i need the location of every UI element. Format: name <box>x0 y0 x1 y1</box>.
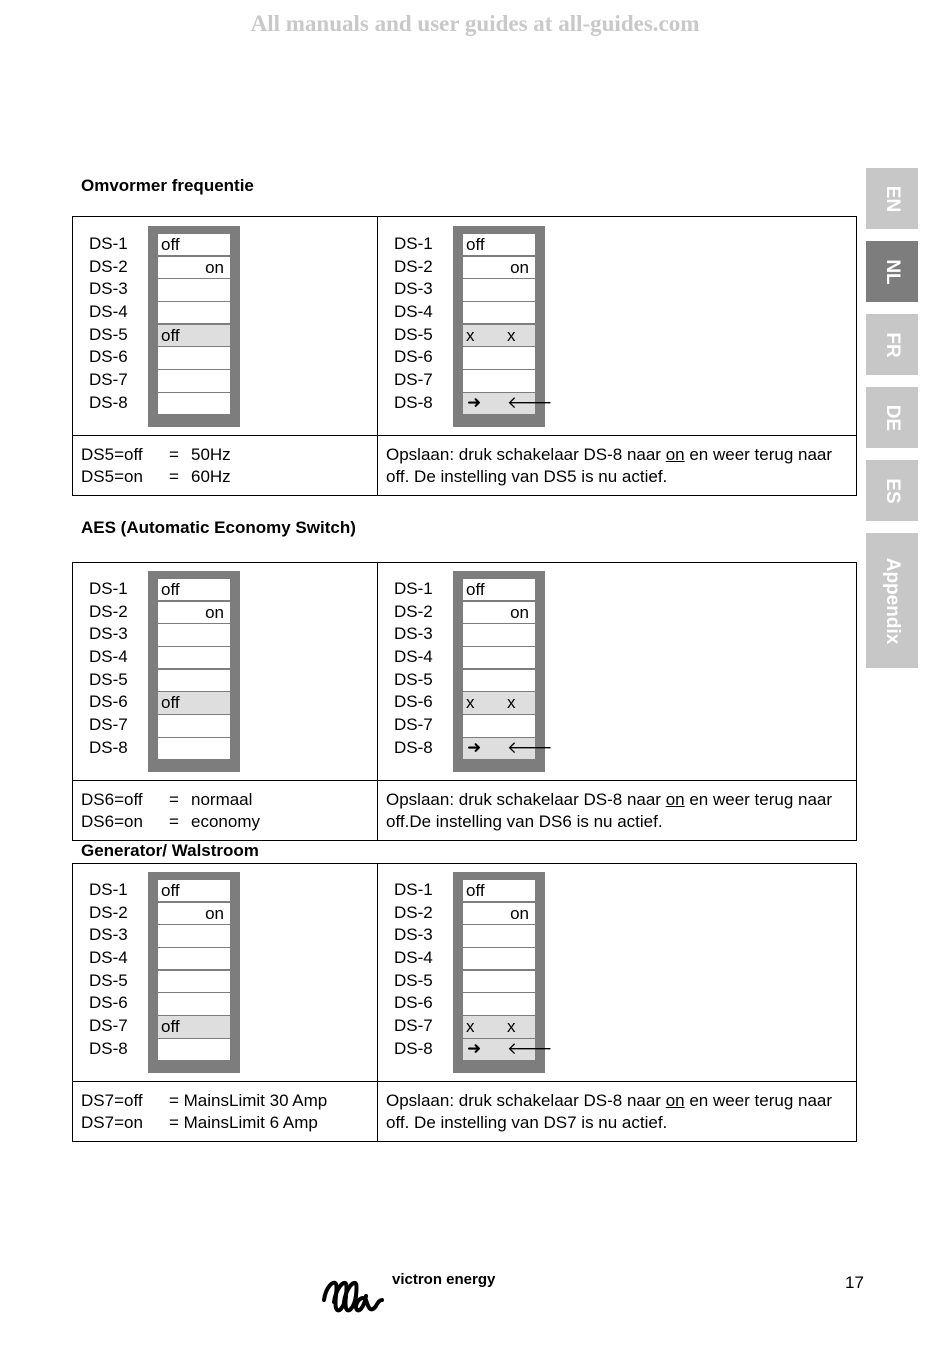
switch-frame <box>453 571 553 772</box>
table-row-divider <box>72 435 857 436</box>
switch-off-text: off <box>161 1017 180 1037</box>
switch-cell <box>158 647 230 668</box>
switch-cell <box>158 715 230 736</box>
switch-off-text: off <box>161 693 180 713</box>
switch-label: DS-7 <box>89 1016 128 1036</box>
switch-off-text: off <box>161 881 180 900</box>
switch-on-text: on <box>510 257 529 277</box>
switch-label: DS-8 <box>394 1038 433 1058</box>
switch-label: DS-1 <box>394 579 433 598</box>
switch-label: DS-5 <box>394 324 433 344</box>
switch-x-mark: x <box>507 325 516 345</box>
victron-logo-icon <box>320 1272 386 1320</box>
switch-label: DS-5 <box>89 324 128 344</box>
switch-label: DS-7 <box>394 370 433 390</box>
switch-label: DS-5 <box>394 669 433 689</box>
switch-on-text: on <box>205 602 224 622</box>
switch-cell <box>158 903 230 924</box>
switch-cell <box>158 993 230 1014</box>
desc-eq: = <box>169 790 179 809</box>
switch-cell <box>158 279 230 300</box>
save-instruction: Opslaan: druk schakelaar DS-8 naar on en weer terug naar off. De instelling van DS7 is nu actief. <box>386 1091 833 1132</box>
switch-cell <box>158 624 230 645</box>
tab-de[interactable]: DE <box>866 387 918 448</box>
switch-label: DS-2 <box>89 601 128 621</box>
desc-lhs: DS7=off <box>81 1091 143 1110</box>
desc-rhs: = MainsLimit 30 Amp <box>169 1091 328 1110</box>
switch-cell <box>158 257 230 278</box>
switch-cell <box>463 279 535 300</box>
switch-cell <box>463 347 535 368</box>
switch-label: DS-7 <box>89 370 128 390</box>
switch-label: DS-1 <box>89 234 128 253</box>
switch-labels <box>394 578 433 760</box>
generator-description <box>81 1090 327 1133</box>
switch-cell <box>158 234 230 255</box>
tab-fr[interactable]: FR <box>866 314 918 375</box>
save-instruction: Opslaan: druk schakelaar DS-8 naar on en weer terug naar off.De instelling van DS6 is nu actief. <box>386 790 833 831</box>
tab-en[interactable]: EN <box>866 168 918 229</box>
section-title-aes: AES (Automatic Economy Switch) <box>81 518 356 537</box>
switch-label: DS-8 <box>394 392 433 412</box>
switch-x-mark: x <box>466 325 475 345</box>
desc-rhs: = MainsLimit 6 Amp <box>169 1112 318 1132</box>
arrow-right-icon: ➜ <box>467 392 482 413</box>
switch-frame <box>148 571 240 772</box>
switch-x-mark: x <box>507 693 516 713</box>
desc-rhs: normaal <box>191 790 253 809</box>
switch-label: DS-3 <box>394 624 433 644</box>
switch-cell <box>463 880 535 901</box>
desc-rhs: 50Hz <box>191 445 231 464</box>
switch-label: DS-2 <box>394 256 433 276</box>
switch-label: DS-2 <box>394 601 433 621</box>
desc-lhs: DS7=on <box>81 1112 143 1132</box>
switch-frame <box>148 226 240 427</box>
switch-cell <box>463 971 535 992</box>
switch-label: DS-5 <box>89 970 128 990</box>
switch-label: DS-7 <box>394 1016 433 1036</box>
arrow-left-icon: 🡐 <box>507 392 553 413</box>
arrow-left-icon: 🡐 <box>507 1038 553 1059</box>
arrow-right-icon: ➜ <box>467 1038 482 1059</box>
switch-cell <box>158 302 230 323</box>
switch-cell <box>158 1016 230 1037</box>
switch-label: DS-5 <box>394 970 433 990</box>
switch-cell <box>158 971 230 992</box>
switch-off-text: off <box>161 235 180 254</box>
switch-label: DS-6 <box>394 993 433 1013</box>
switch-label: DS-3 <box>394 279 433 299</box>
switch-cell <box>158 692 230 713</box>
table-row-divider <box>72 1081 857 1082</box>
switch-on-text: on <box>510 602 529 622</box>
switch-cell <box>463 325 535 346</box>
switch-label: DS-8 <box>89 1038 128 1058</box>
switch-labels <box>394 879 433 1061</box>
switch-off-text: off <box>161 325 180 345</box>
switch-cell <box>463 948 535 969</box>
switch-label: DS-8 <box>394 737 433 757</box>
switch-label: DS-4 <box>89 647 128 667</box>
desc-eq: = <box>169 811 179 831</box>
tab-es[interactable]: ES <box>866 460 918 521</box>
switch-label: DS-6 <box>394 347 433 367</box>
switch-label: DS-6 <box>89 692 128 712</box>
brand-name: victron energy <box>392 1271 496 1288</box>
switch-x-mark: x <box>466 1017 475 1037</box>
switch-labels <box>394 233 433 415</box>
switch-on-text: on <box>205 903 224 923</box>
watermark: All manuals and user guides at all-guides.com <box>250 11 700 36</box>
switch-label: DS-4 <box>89 302 128 322</box>
switch-label: DS-2 <box>394 902 433 922</box>
save-instruction: Opslaan: druk schakelaar DS-8 naar on en weer terug naar off. De instelling van DS5 is nu actief. <box>386 445 833 486</box>
switch-cell <box>463 715 535 736</box>
switch-label: DS-8 <box>89 737 128 757</box>
switch-off-text: off <box>466 235 485 254</box>
switch-cell <box>463 579 535 600</box>
switch-cell <box>463 670 535 691</box>
aes-description <box>81 789 260 832</box>
section-title-frequency: Omvormer frequentie <box>81 176 254 195</box>
switch-cell <box>158 670 230 691</box>
arrow-left-icon: 🡐 <box>507 737 553 758</box>
switch-frame <box>453 872 553 1073</box>
switch-label: DS-1 <box>89 880 128 899</box>
tab-nl[interactable]: NL <box>866 241 918 302</box>
table-divider <box>377 863 378 1142</box>
tab-appendix[interactable]: Appendix <box>866 533 918 668</box>
switch-label: DS-2 <box>89 902 128 922</box>
switch-cell <box>158 738 230 759</box>
switch-cell <box>463 392 553 414</box>
desc-lhs: DS5=on <box>81 466 143 486</box>
switch-label: DS-6 <box>89 347 128 367</box>
switch-on-text: on <box>510 903 529 923</box>
switch-label: DS-1 <box>394 234 433 253</box>
switch-on-text: on <box>205 257 224 277</box>
switch-cell <box>463 647 535 668</box>
switch-cell <box>463 737 553 759</box>
switch-label: DS-3 <box>394 925 433 945</box>
desc-eq: = <box>169 445 179 464</box>
switch-cell <box>158 370 230 391</box>
switch-off-text: off <box>161 580 180 599</box>
switch-cell <box>463 1038 553 1060</box>
desc-lhs: DS6=off <box>81 790 143 809</box>
switch-cell <box>158 602 230 623</box>
section-title-generator: Generator/ Walstroom <box>81 841 259 860</box>
switch-cell <box>463 234 535 255</box>
switch-x-mark: x <box>507 1017 516 1037</box>
switch-label: DS-7 <box>394 715 433 735</box>
table-divider <box>377 216 378 496</box>
switch-cell <box>463 302 535 323</box>
table-row-divider <box>72 780 857 781</box>
switch-label: DS-4 <box>394 647 433 667</box>
switch-cell <box>158 325 230 346</box>
switch-cell <box>158 925 230 946</box>
switch-frame <box>453 226 553 427</box>
switch-label: DS-6 <box>89 993 128 1013</box>
switch-cell <box>463 370 535 391</box>
switch-cell <box>158 347 230 368</box>
switch-labels <box>89 233 128 415</box>
switch-label: DS-1 <box>394 880 433 899</box>
switch-label: DS-3 <box>89 279 128 299</box>
switch-label: DS-1 <box>89 579 128 598</box>
switch-cell <box>463 903 535 924</box>
desc-rhs: economy <box>191 811 260 831</box>
switch-label: DS-7 <box>89 715 128 735</box>
switch-label: DS-4 <box>89 948 128 968</box>
switch-cell <box>463 993 535 1014</box>
desc-eq: = <box>169 466 179 486</box>
desc-lhs: DS5=off <box>81 445 143 464</box>
arrow-right-icon: ➜ <box>467 737 482 758</box>
switch-off-text: off <box>466 881 485 900</box>
switch-cell <box>158 948 230 969</box>
switch-labels <box>89 578 128 760</box>
switch-label: DS-4 <box>394 302 433 322</box>
switch-cell <box>463 602 535 623</box>
desc-lhs: DS6=on <box>81 811 143 831</box>
switch-cell <box>463 257 535 278</box>
switch-cell <box>463 925 535 946</box>
switch-cell <box>158 1039 230 1060</box>
switch-label: DS-2 <box>89 256 128 276</box>
switch-labels <box>89 879 128 1061</box>
switch-cell <box>158 579 230 600</box>
switch-label: DS-4 <box>394 948 433 968</box>
switch-x-mark: x <box>466 693 475 713</box>
switch-label: DS-5 <box>89 669 128 689</box>
desc-rhs: 60Hz <box>191 466 231 486</box>
page-number: 17 <box>845 1273 864 1292</box>
switch-cell <box>463 692 535 713</box>
switch-cell <box>463 1016 535 1037</box>
switch-off-text: off <box>466 580 485 599</box>
switch-frame <box>148 872 240 1073</box>
frequency-description <box>81 444 231 487</box>
switch-label: DS-6 <box>394 692 433 712</box>
switch-cell <box>158 880 230 901</box>
switch-cell <box>158 393 230 414</box>
switch-label: DS-8 <box>89 392 128 412</box>
switch-label: DS-3 <box>89 624 128 644</box>
table-divider <box>377 562 378 841</box>
switch-cell <box>463 624 535 645</box>
switch-label: DS-3 <box>89 925 128 945</box>
